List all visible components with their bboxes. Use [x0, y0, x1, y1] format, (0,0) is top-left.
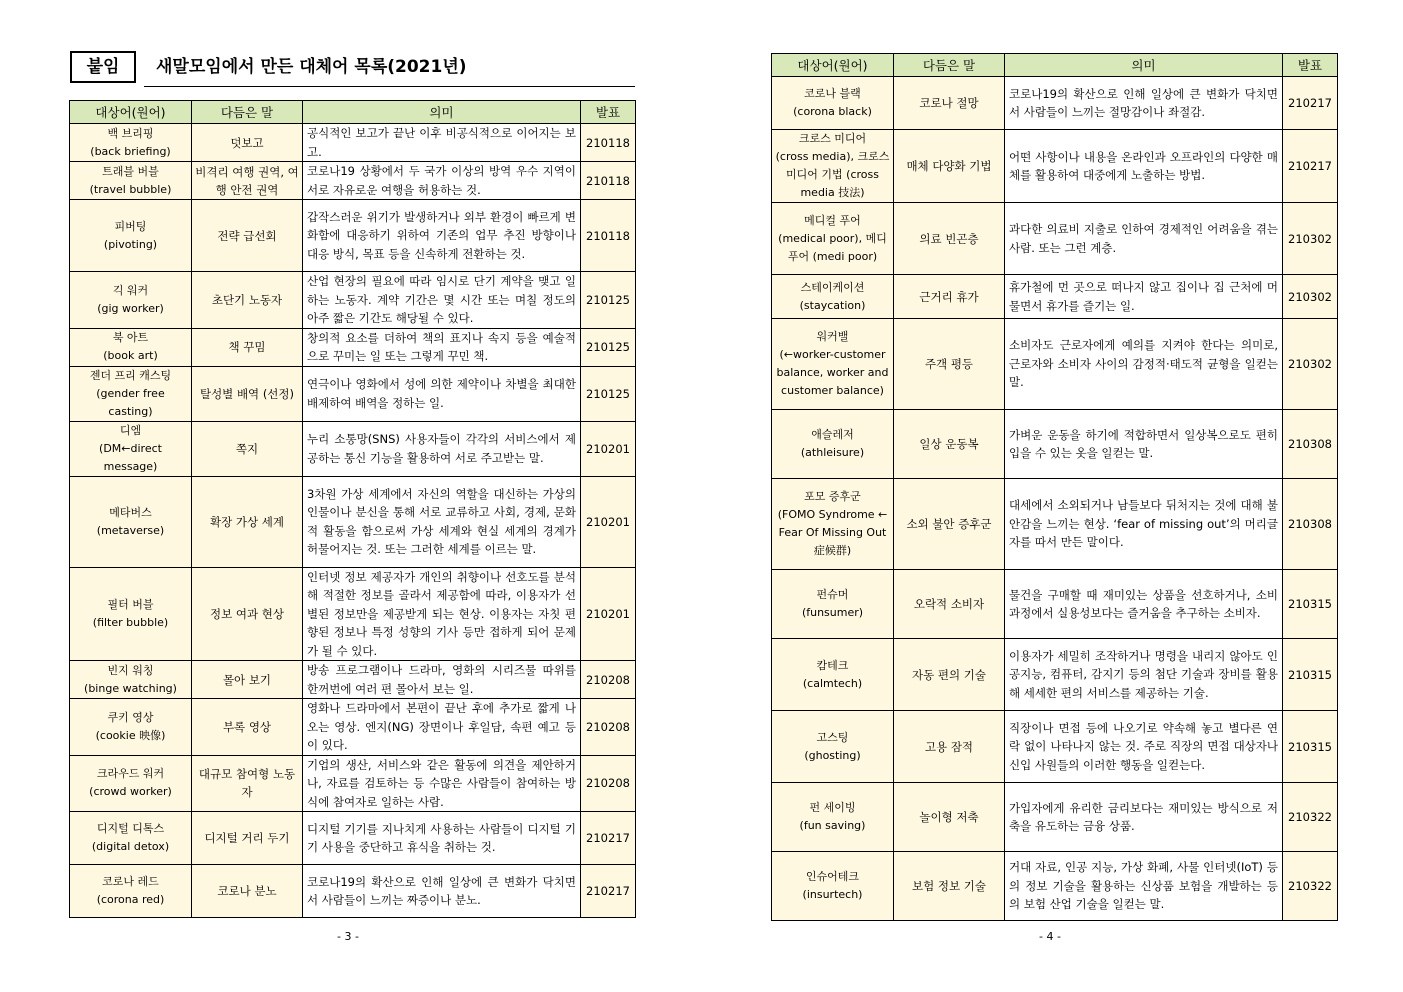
source-term-original: (gig worker) — [97, 301, 164, 315]
announced-date-cell: 210315 — [1283, 570, 1338, 639]
refined-term-cell: 코로나 절망 — [894, 77, 1005, 130]
refined-term-cell: 매체 다양화 기법 — [894, 130, 1005, 203]
source-term-cell — [70, 661, 192, 699]
meaning-cell: 어떤 사항이나 내용을 온라인과 오프라인의 다양한 매체를 활용하여 대중에게 노출하는 방법. — [1005, 130, 1283, 203]
source-term-cell — [70, 328, 192, 366]
source-term-korean: 빈지 워칭 — [107, 663, 154, 677]
table-row — [70, 476, 636, 567]
table-row — [772, 410, 1338, 479]
refined-term-cell: 부록 영상 — [192, 699, 303, 756]
refined-term-cell: 자동 편의 기술 — [894, 639, 1005, 711]
source-term-korean: 긱 워커 — [112, 283, 149, 297]
table-row — [70, 699, 636, 756]
source-term-original: (corona red) — [96, 893, 165, 906]
source-term-korean: 필터 버블 — [107, 597, 154, 611]
table-row — [70, 421, 636, 476]
source-term-cell — [70, 200, 192, 272]
meaning-cell: 방송 프로그램이나 드라마, 영화의 시리즈물 따위를 한꺼번에 여러 편 몰아서 보는 일. — [303, 661, 581, 699]
source-term-korean: 고스팅 — [816, 730, 849, 744]
header-meaning: 의미 — [1005, 54, 1283, 77]
source-term-original: (←worker-customer balance, worker and customer balance) — [776, 348, 889, 397]
source-term-korean: 스테이케이션 — [800, 280, 865, 294]
refined-term-cell: 정보 여과 현상 — [192, 567, 303, 661]
refined-term-cell: 소외 불안 증후군 — [894, 479, 1005, 570]
glossary-table-right — [771, 53, 1338, 921]
source-term-original: (fun saving) — [799, 819, 866, 832]
table-row — [772, 77, 1338, 130]
source-term-korean: 디엠 — [119, 423, 142, 437]
source-term-original: (back briefing) — [90, 144, 171, 158]
table-row — [70, 328, 636, 366]
meaning-cell: 공식적인 보고가 끝난 이후 비공식적으로 이어지는 보고. — [303, 124, 581, 162]
meaning-cell: 3차원 가상 세계에서 자신의 역할을 대신하는 가상의 인물이나 분신을 통해 서로 교류하고 사회, 경제, 문화적 활동을 함으로써 가상 세계와 현실 세계의 경계가 허물어지는 것. 또는 그러한 세계를 이르는 말. — [303, 476, 581, 567]
source-term-original: (calmtech) — [802, 676, 863, 690]
source-term-korean: 코로나 블랙 — [804, 87, 861, 100]
meaning-cell: 영화나 드라마에서 본편이 끝난 후에 추가로 짧게 나오는 영상. 엔지(NG) 장면이나 후일담, 속편 예고 등이 있다. — [303, 699, 581, 756]
source-term-cell — [70, 366, 192, 421]
source-term-cell — [70, 812, 192, 865]
source-term-korean: 트래블 버블 — [102, 164, 159, 178]
refined-term-cell: 오락적 소비자 — [894, 570, 1005, 639]
source-term-cell — [70, 755, 192, 812]
source-term-cell — [772, 570, 894, 639]
announced-date-cell: 210118 — [581, 124, 636, 162]
source-term-original: (pivoting) — [103, 237, 158, 251]
meaning-cell: 직장이나 면접 등에 나오기로 약속해 놓고 별다른 연락 없이 나타나지 않는 것. 주로 직장의 면접 대상자나 신입 사원들의 이러한 행동을 일컫는다. — [1005, 711, 1283, 783]
source-term-cell — [70, 421, 192, 476]
source-term-original: (metaverse) — [96, 523, 165, 537]
table-row — [772, 203, 1338, 275]
meaning-cell: 과다한 의료비 지출로 인하여 경제적인 어려움을 겪는 사람. 또는 그런 계층. — [1005, 203, 1283, 275]
announced-date-cell: 210125 — [581, 366, 636, 421]
source-term-korean: 애슬레저 — [811, 428, 854, 441]
announced-date-cell: 210308 — [1283, 479, 1338, 570]
refined-term-cell: 덧보고 — [192, 124, 303, 162]
source-term-cell — [70, 162, 192, 200]
meaning-cell: 거대 자료, 인공 지능, 가상 화폐, 사물 인터넷(IoT) 등의 정보 기술을 활용하는 신상품 보험을 개발하는 등의 보험 산업 기술을 일컫는 말. — [1005, 852, 1283, 921]
meaning-cell: 코로나19의 확산으로 인해 일상에 큰 변화가 닥치면서 사람들이 느끼는 절망감이나 좌절감. — [1005, 77, 1283, 130]
meaning-cell: 인터넷 정보 제공자가 개인의 취향이나 선호도를 분석해 적절한 정보를 골라서 제공함에 따라, 이용자가 선별된 정보만을 제공받게 되는 현상. 이용자는 자칫 편향된 정보나 특정 성향의 기사 등만 접하게 되어 문제가 될 수 있다. — [303, 567, 581, 661]
meaning-cell: 연극이나 영화에서 성에 의한 제약이나 차별을 최대한 배제하여 배역을 정하는 일. — [303, 366, 581, 421]
table-row — [70, 755, 636, 812]
meaning-cell: 물건을 구매할 때 재미있는 상품을 선호하거나, 소비 과정에서 실용성보다는 즐거움을 추구하는 소비자. — [1005, 570, 1283, 639]
table-row — [70, 366, 636, 421]
refined-term-cell: 의료 빈곤층 — [894, 203, 1005, 275]
meaning-cell: 소비자도 근로자에게 예의를 지켜야 한다는 의미로, 근로자와 소비자 사이의 감정적·태도적 균형을 일컫는 말. — [1005, 319, 1283, 410]
header-announced: 발표 — [581, 101, 636, 124]
source-term-original: (staycation) — [799, 298, 866, 312]
source-term-korean: 쿠키 영상 — [107, 710, 154, 724]
source-term-original: (FOMO Syndrome ← Fear Of Missing Out 症候群) — [777, 508, 888, 557]
source-term-cell — [772, 410, 894, 479]
source-term-cell — [772, 77, 894, 130]
refined-term-cell: 대규모 참여형 노동자 — [192, 755, 303, 812]
source-term-cell — [772, 130, 894, 203]
source-term-original: (digital detox) — [91, 840, 170, 853]
source-term-korean: 포모 증후군 — [804, 490, 861, 503]
announced-date-cell: 210217 — [581, 812, 636, 865]
meaning-cell: 누리 소통망(SNS) 사용자들이 각각의 서비스에서 제공하는 통신 기능을 활용하여 서로 주고받는 말. — [303, 421, 581, 476]
source-term-cell — [772, 479, 894, 570]
source-term-original: (cross media), 크로스 미디어 기법 (cross media 技法) — [775, 150, 890, 199]
announced-date-cell: 210118 — [581, 200, 636, 272]
attachment-tag: 붙임 — [70, 51, 136, 83]
page-title-block — [70, 51, 635, 87]
meaning-cell: 기업의 생산, 서비스와 같은 활동에 의견을 제안하거나, 자료를 검토하는 등 수많은 사람들이 참여하는 방식에 참여자로 일하는 사람. — [303, 755, 581, 812]
source-term-korean: 메디컬 푸어 — [804, 213, 861, 227]
announced-date-cell: 210308 — [1283, 410, 1338, 479]
refined-term-cell: 코로나 분노 — [192, 865, 303, 918]
table-header-row — [70, 101, 636, 124]
meaning-cell: 이용자가 세밀히 조작하거나 명령을 내리지 않아도 인공지능, 컴퓨터, 감지기 등의 첨단 기술과 장비를 활용해 세세한 편의 서비스를 제공하는 기술. — [1005, 639, 1283, 711]
page-title: 새말모임에서 만든 대체어 목록(2021년) — [156, 57, 467, 77]
table-row — [70, 661, 636, 699]
meaning-cell: 디지털 기기를 지나치게 사용하는 사람들이 디지털 기기 사용을 중단하고 휴식을 취하는 것. — [303, 812, 581, 865]
table-row — [772, 783, 1338, 852]
meaning-cell: 대세에서 소외되거나 남들보다 뒤처지는 것에 대해 불안감을 느끼는 현상. ‘fear of missing out’의 머리글자를 따서 만든 말이다. — [1005, 479, 1283, 570]
announced-date-cell: 210322 — [1283, 852, 1338, 921]
source-term-korean: 펀슈머 — [816, 588, 849, 601]
source-term-cell — [70, 699, 192, 756]
table-row — [772, 852, 1338, 921]
source-term-cell — [772, 783, 894, 852]
source-term-cell — [772, 639, 894, 711]
meaning-cell: 코로나19 상황에서 두 국가 이상의 방역 우수 지역이 서로 자유로운 여행을 허용하는 것. — [303, 162, 581, 200]
source-term-cell — [772, 711, 894, 783]
source-term-original: (insurtech) — [802, 888, 863, 901]
source-term-cell — [70, 865, 192, 918]
source-term-cell — [772, 319, 894, 410]
meaning-cell: 산업 현장의 필요에 따라 임시로 단기 계약을 맺고 일하는 노동자. 계약 기간은 몇 시간 또는 며칠 정도의 아주 짧은 기간도 해당될 수 있다. — [303, 272, 581, 329]
table-row — [772, 479, 1338, 570]
refined-term-cell: 탈성별 배역 (선정) — [192, 366, 303, 421]
table-row — [70, 812, 636, 865]
table-row — [70, 124, 636, 162]
announced-date-cell: 210201 — [581, 421, 636, 476]
source-term-korean: 인슈어테크 — [805, 870, 860, 883]
meaning-cell: 가입자에게 유리한 금리보다는 재미있는 방식으로 저축을 유도하는 금융 상품. — [1005, 783, 1283, 852]
source-term-cell — [772, 852, 894, 921]
source-term-original: (athleisure) — [800, 446, 865, 459]
table-row — [70, 162, 636, 200]
table-row — [772, 639, 1338, 711]
header-source-term: 대상어(원어) — [772, 54, 894, 77]
source-term-original: (medical poor), 메디 푸어 (medi poor) — [778, 231, 887, 263]
announced-date-cell: 210217 — [1283, 130, 1338, 203]
source-term-cell — [70, 124, 192, 162]
meaning-cell: 창의적 요소를 더하여 책의 표지나 속지 등을 예술적으로 꾸미는 일 또는 그렇게 꾸민 책. — [303, 328, 581, 366]
source-term-korean: 캄테크 — [816, 658, 849, 672]
table-row — [70, 865, 636, 918]
source-term-original: (DM←direct message) — [99, 441, 162, 473]
header-meaning: 의미 — [303, 101, 581, 124]
header-source-term: 대상어(원어) — [70, 101, 192, 124]
refined-term-cell: 전략 급선회 — [192, 200, 303, 272]
source-term-korean: 북 아트 — [112, 331, 149, 344]
announced-date-cell: 210315 — [1283, 711, 1338, 783]
announced-date-cell: 210217 — [1283, 77, 1338, 130]
table-header-row — [772, 54, 1338, 77]
glossary-table-left — [69, 100, 636, 918]
table-row — [772, 275, 1338, 319]
source-term-original: (gender free casting) — [96, 386, 165, 418]
meaning-cell: 코로나19의 확산으로 인해 일상에 큰 변화가 닥치면서 사람들이 느끼는 짜증이나 분노. — [303, 865, 581, 918]
source-term-original: (book art) — [103, 349, 158, 362]
refined-term-cell: 확장 가상 세계 — [192, 476, 303, 567]
source-term-korean: 코로나 레드 — [102, 875, 159, 888]
table-row — [772, 711, 1338, 783]
table-row — [772, 570, 1338, 639]
source-term-korean: 크라우드 워커 — [96, 767, 165, 781]
refined-term-cell: 책 꾸밈 — [192, 328, 303, 366]
refined-term-cell: 디지털 거리 두기 — [192, 812, 303, 865]
source-term-cell — [772, 275, 894, 319]
refined-term-cell: 비격리 여행 권역, 여행 안전 권역 — [192, 162, 303, 200]
announced-date-cell: 210118 — [581, 162, 636, 200]
title-underline — [144, 86, 635, 87]
source-term-original: (crowd worker) — [89, 785, 172, 799]
refined-term-cell: 주객 평등 — [894, 319, 1005, 410]
announced-date-cell: 210322 — [1283, 783, 1338, 852]
refined-term-cell: 보험 정보 기술 — [894, 852, 1005, 921]
announced-date-cell: 210217 — [581, 865, 636, 918]
refined-term-cell: 일상 운동복 — [894, 410, 1005, 479]
announced-date-cell: 210302 — [1283, 275, 1338, 319]
source-term-original: (cookie 映像) — [95, 728, 166, 742]
announced-date-cell: 210302 — [1283, 319, 1338, 410]
source-term-korean: 젠더 프리 캐스팅 — [89, 368, 172, 382]
page-number-right: - 4 - — [1039, 930, 1061, 943]
header-announced: 발표 — [1283, 54, 1338, 77]
source-term-korean: 피버팅 — [114, 219, 147, 233]
source-term-korean: 디지털 디톡스 — [96, 822, 165, 835]
source-term-korean: 워커밸 — [816, 330, 849, 343]
announced-date-cell: 210208 — [581, 755, 636, 812]
page-number-left: - 3 - — [337, 930, 359, 943]
source-term-cell — [70, 567, 192, 661]
source-term-original: (funsumer) — [801, 606, 864, 619]
refined-term-cell: 몰아 보기 — [192, 661, 303, 699]
source-term-korean: 크로스 미디어 — [798, 132, 867, 145]
source-term-original: (ghosting) — [804, 748, 861, 762]
source-term-korean: 메타버스 — [109, 505, 152, 519]
announced-date-cell: 210201 — [581, 476, 636, 567]
meaning-cell: 휴가철에 먼 곳으로 떠나지 않고 집이나 집 근처에 머물면서 휴가를 즐기는 일. — [1005, 275, 1283, 319]
refined-term-cell: 쪽지 — [192, 421, 303, 476]
announced-date-cell: 210125 — [581, 272, 636, 329]
meaning-cell: 가벼운 운동을 하기에 적합하면서 일상복으로도 편히 입을 수 있는 옷을 일컫는 말. — [1005, 410, 1283, 479]
announced-date-cell: 210208 — [581, 699, 636, 756]
table-row — [70, 567, 636, 661]
header-refined-term: 다듬은 말 — [894, 54, 1005, 77]
announced-date-cell: 210315 — [1283, 639, 1338, 711]
announced-date-cell: 210302 — [1283, 203, 1338, 275]
table-row — [772, 319, 1338, 410]
source-term-cell — [70, 272, 192, 329]
source-term-korean: 백 브리핑 — [107, 126, 154, 140]
meaning-cell: 갑작스러운 위기가 발생하거나 외부 환경이 빠르게 변화함에 대응하기 위하여 기존의 업무 추진 방향이나 대응 방식, 목표 등을 신속하게 전환하는 것. — [303, 200, 581, 272]
header-refined-term: 다듬은 말 — [192, 101, 303, 124]
source-term-original: (binge watching) — [84, 681, 177, 695]
refined-term-cell: 놀이형 저축 — [894, 783, 1005, 852]
source-term-cell — [772, 203, 894, 275]
refined-term-cell: 고용 잠적 — [894, 711, 1005, 783]
source-term-cell — [70, 476, 192, 567]
source-term-original: (travel bubble) — [89, 182, 172, 196]
table-row — [70, 200, 636, 272]
table-row — [772, 130, 1338, 203]
refined-term-cell: 근거리 휴가 — [894, 275, 1005, 319]
source-term-original: (filter bubble) — [92, 615, 169, 629]
source-term-korean: 펀 세이빙 — [809, 801, 856, 814]
announced-date-cell: 210208 — [581, 661, 636, 699]
announced-date-cell: 210125 — [581, 328, 636, 366]
source-term-original: (corona black) — [793, 105, 872, 118]
table-row — [70, 272, 636, 329]
refined-term-cell: 초단기 노동자 — [192, 272, 303, 329]
announced-date-cell: 210201 — [581, 567, 636, 661]
